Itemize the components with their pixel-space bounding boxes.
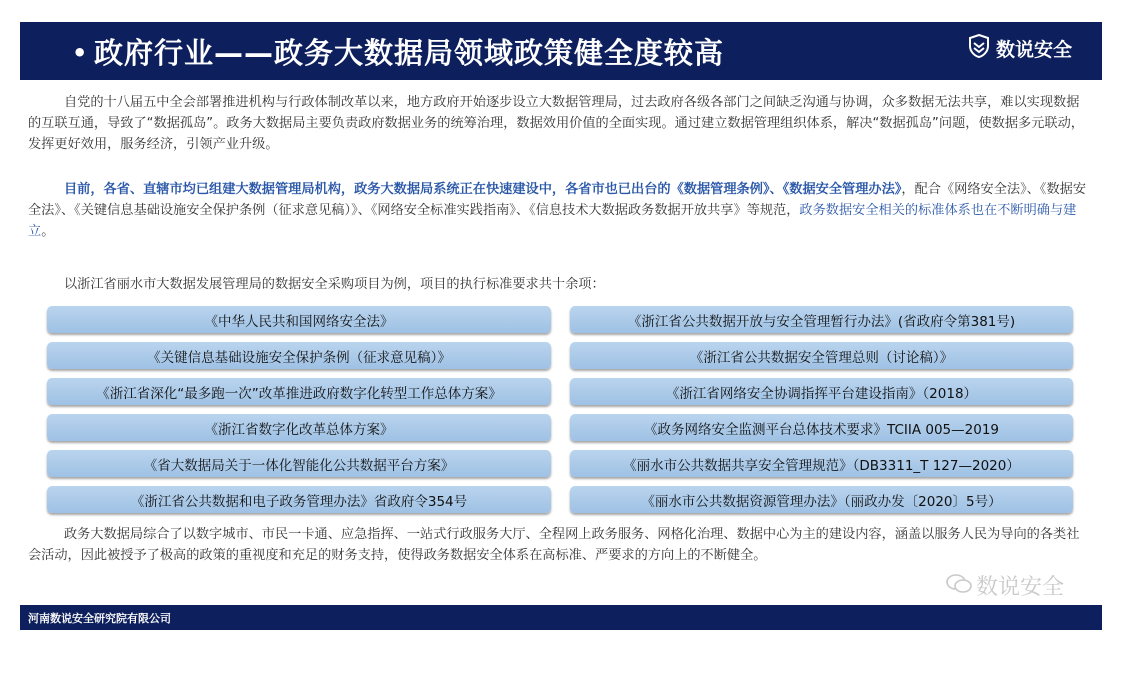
status-conclusion: 政务数据安全相关的标准体系也在不断明确与建立	[28, 203, 1077, 239]
wechat-icon	[946, 573, 972, 599]
shield-logo-icon	[968, 34, 990, 62]
example-text: 以浙江省丽水市大数据发展管理局的数据安全采购项目为例，项目的执行标准要求共十余项：	[64, 277, 605, 292]
status-end: 。	[41, 224, 55, 239]
standard-box: 《浙江省公共数据和电子政务管理办法》省政府令354号	[47, 486, 551, 513]
watermark-text: 数说安全	[975, 575, 1064, 600]
standard-box: 《浙江省公共数据开放与安全管理暂行办法》(省政府令第381号)	[570, 306, 1073, 333]
example-paragraph	[28, 274, 1090, 295]
summary-text: 政务大数据局综合了以数字城市、市民一卡通、应急指挥、一站式行政服务大厅、全程网上政务服务、网格化治理、数据中心为主的建设内容，涵盖以服务人民为导向的各类社会活动，因此被授予了极高的政策的重视度和充足的财务支持，使得政务数据安全体系在高标准、严要求的方向上的不断健全。	[28, 527, 1080, 563]
status-highlight: 目前，各省、直辖市均已组建大数据管理局机构，政务大数据局系统正在快速建设中，各省市也已出台的《数据管理条例》、《数据安全管理办法》	[64, 182, 902, 197]
footer-bar	[20, 605, 1102, 630]
intro-text: 自党的十八届五中全会部署推进机构与行政体制改革以来，地方政府开始逐步设立大数据管理局，过去政府各级各部门之间缺乏沟通与协调，众多数据无法共享，难以实现数据的互联互通，导致了“数据孤岛”。政务大数据局主要负责政府数据业务的统筹治理，数据效用价值的全面实现。通过建立数据管理组织体系，解决“数据孤岛”问题，使数据多元联动，发挥更好效用，服务经济，引领产业升级。	[28, 95, 1084, 152]
status-standards: ，配合《网络安全法》、《数据安全法》、《关键信息基础设施安全保护条例（征求意见稿）》、《网络安全标准实践指南》、《信息技术大数据政务数据开放共享》等规范，	[28, 182, 1087, 218]
standard-box: 《浙江省数字化改革总体方案》	[47, 414, 551, 441]
slide	[20, 22, 1102, 630]
standard-box: 《浙江省公共数据安全管理总则（讨论稿）》	[570, 342, 1073, 369]
title-bullet: •	[72, 39, 88, 67]
brand-logo	[968, 34, 1072, 62]
standard-box: 《中华人民共和国网络安全法》	[47, 306, 551, 333]
summary-paragraph	[28, 524, 1090, 566]
standard-box: 《丽水市公共数据共享安全管理规范》（DB3311_T 127—2020）	[570, 450, 1073, 477]
standard-box: 《政务网络安全监测平台总体技术要求》TCIIA 005—2019	[570, 414, 1073, 441]
status-paragraph	[28, 179, 1090, 242]
brand-name: 数说安全	[995, 38, 1072, 61]
header-bar	[20, 22, 1102, 80]
wechat-watermark	[946, 570, 1064, 601]
standard-box: 《丽水市公共数据资源管理办法》（丽政办发〔2020〕5号）	[570, 486, 1073, 513]
page-title: 政府行业——政务大数据局领域政策健全度较高	[94, 35, 725, 70]
standard-box: 《浙江省网络安全协调指挥平台建设指南》（2018）	[570, 378, 1073, 405]
standard-box: 《关键信息基础设施安全保护条例（征求意见稿）》	[47, 342, 551, 369]
company-name: 河南数说安全研究院有限公司	[28, 612, 171, 625]
standard-box: 《省大数据局关于一体化智能化公共数据平台方案》	[47, 450, 551, 477]
standard-box: 《浙江省深化“最多跑一次”改革推进政府数字化转型工作总体方案》	[47, 378, 551, 405]
intro-paragraph	[28, 92, 1090, 155]
